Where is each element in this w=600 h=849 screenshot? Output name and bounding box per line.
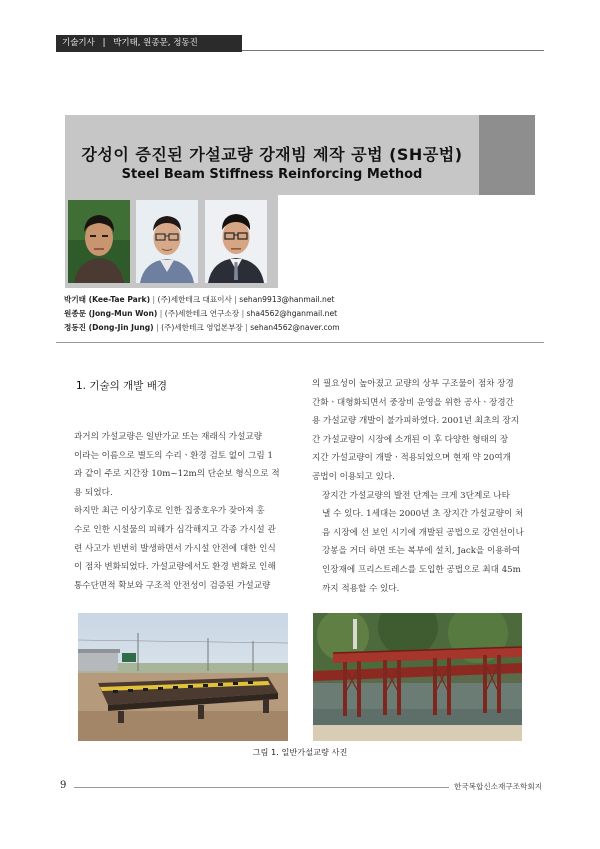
author-photo-won <box>136 200 198 283</box>
header-rule <box>242 50 544 51</box>
author-affiliation: (주)세한테크 연구소장 <box>164 309 240 318</box>
author-name: 원종문 (Jong-Mun Won) <box>64 309 158 318</box>
paragraph <box>312 375 544 487</box>
text-line: 의 필요성이 높아졌고 교량의 상부 구조물이 점차 장경 <box>312 379 514 389</box>
header-separator: | <box>102 38 106 48</box>
author-photo-jung <box>205 200 267 283</box>
author-name: 박기태 (Kee-Tae Park) <box>64 295 151 304</box>
figure-photo-temporary-bridge-river <box>313 613 522 741</box>
author-separator: | <box>234 295 240 304</box>
header-section: 기술기사 <box>62 38 95 48</box>
author-affiliation: (주)세한테크 영업본부장 <box>161 323 243 332</box>
text-line: 간 가설교량이 시장에 소개된 이 후 다양한 형태의 장 <box>312 434 509 445</box>
footer-rule <box>74 787 449 788</box>
text-line: 공법이 이용되고 있다. <box>312 471 395 482</box>
text-line: 낼 수 있다. 1세대는 2000년 초 장지간 가설교량이 처 <box>322 509 524 520</box>
text-line: 수로 인한 시설물의 피해가 심각해지고 각종 가시설 관 <box>74 524 276 535</box>
author-line-3 <box>64 321 544 335</box>
title-english: Steel Beam Stiffness Reinforcing Method <box>121 167 423 182</box>
author-line-1 <box>64 293 544 307</box>
author-email: sha4562@hganmail.net <box>246 309 338 318</box>
author-separator: | <box>241 309 247 318</box>
paragraph <box>64 428 296 502</box>
author-email: sehan9913@hanmail.net <box>239 295 335 304</box>
text-line: 통수단면적 확보와 구조적 안전성이 검증된 가설교량 <box>74 580 271 591</box>
text-line: 하지만 최근 이상기후로 인한 집중호우가 잦아져 홍 <box>74 506 265 517</box>
author-email: sehan4562@naver.com <box>250 323 340 332</box>
author-separator: | <box>152 295 158 304</box>
text-line: 과거의 가설교량은 일반가교 또는 재래식 가설교량 <box>74 432 262 442</box>
text-line: 음 시장에 선 보인 시기에 개발된 공법으로 강연선이나 <box>322 527 524 538</box>
running-header <box>56 35 242 52</box>
header-authors: 박기태, 원종문, 정동진 <box>113 38 198 48</box>
paragraph <box>64 502 296 595</box>
author-separator: | <box>156 323 162 332</box>
paragraph <box>312 487 544 599</box>
title-block <box>65 115 479 195</box>
title-korean: 강성이 증진된 가설교량 강재빔 제작 공법 (SH공법) <box>81 145 463 164</box>
figure-photo-temporary-bridge-road <box>78 613 288 741</box>
authors-divider <box>56 342 544 343</box>
text-line: 인장재에 프리스트레스를 도입한 공법으로 최대 45m <box>322 564 521 575</box>
text-line: 이 점차 변화되었다. 가설교량에서도 환경 변화로 인해 <box>74 562 276 573</box>
page-number: 9 <box>60 780 67 791</box>
author-separator: | <box>159 309 165 318</box>
author-photo-park <box>68 200 130 283</box>
author-name: 정동진 (Dong-Jin Jung) <box>64 323 154 332</box>
journal-name: 한국복합신소재구조학회지 <box>454 782 543 791</box>
text-line: 까지 적용할 수 있다. <box>322 583 400 594</box>
author-list <box>64 293 544 335</box>
figure-caption: 그림 1. 일반가설교량 사진 <box>252 747 348 757</box>
author-affiliation: (주)세한테크 대표이사 <box>157 295 232 304</box>
author-line-2 <box>64 307 544 321</box>
right-column <box>312 375 544 598</box>
text-line: 이라는 이름으로 별도의 수리ㆍ환경 검토 없이 그림 1 <box>74 450 273 461</box>
author-separator: | <box>245 323 251 332</box>
text-line: 지간 가설교량이 개발ㆍ적용되었으며 현재 약 20여개 <box>312 453 511 464</box>
text-line: 과 같이 주로 지간장 10m~12m의 단순보 형식으로 적 <box>74 469 280 480</box>
section-heading: 1. 기술의 개발 배경 <box>76 380 168 392</box>
text-line: 장지간 가설교량의 발전 단계는 크게 3단계로 나타 <box>322 490 510 501</box>
text-line: 련 사고가 빈번히 발생하면서 가시설 안전에 대한 인식 <box>74 543 276 554</box>
title-accent-block <box>479 115 535 195</box>
text-line: 강봉을 거더 하면 또는 복부에 설치, Jack을 이용하여 <box>322 546 521 557</box>
text-line: 용 가설교량 개발이 불가피하였다. 2001년 최초의 장지 <box>312 416 520 427</box>
text-line: 간화ㆍ대형화되면서 중장비 운영을 위한 공사ㆍ장경간 <box>312 397 514 408</box>
text-line: 용 되었다. <box>74 487 113 498</box>
left-column <box>64 428 296 595</box>
